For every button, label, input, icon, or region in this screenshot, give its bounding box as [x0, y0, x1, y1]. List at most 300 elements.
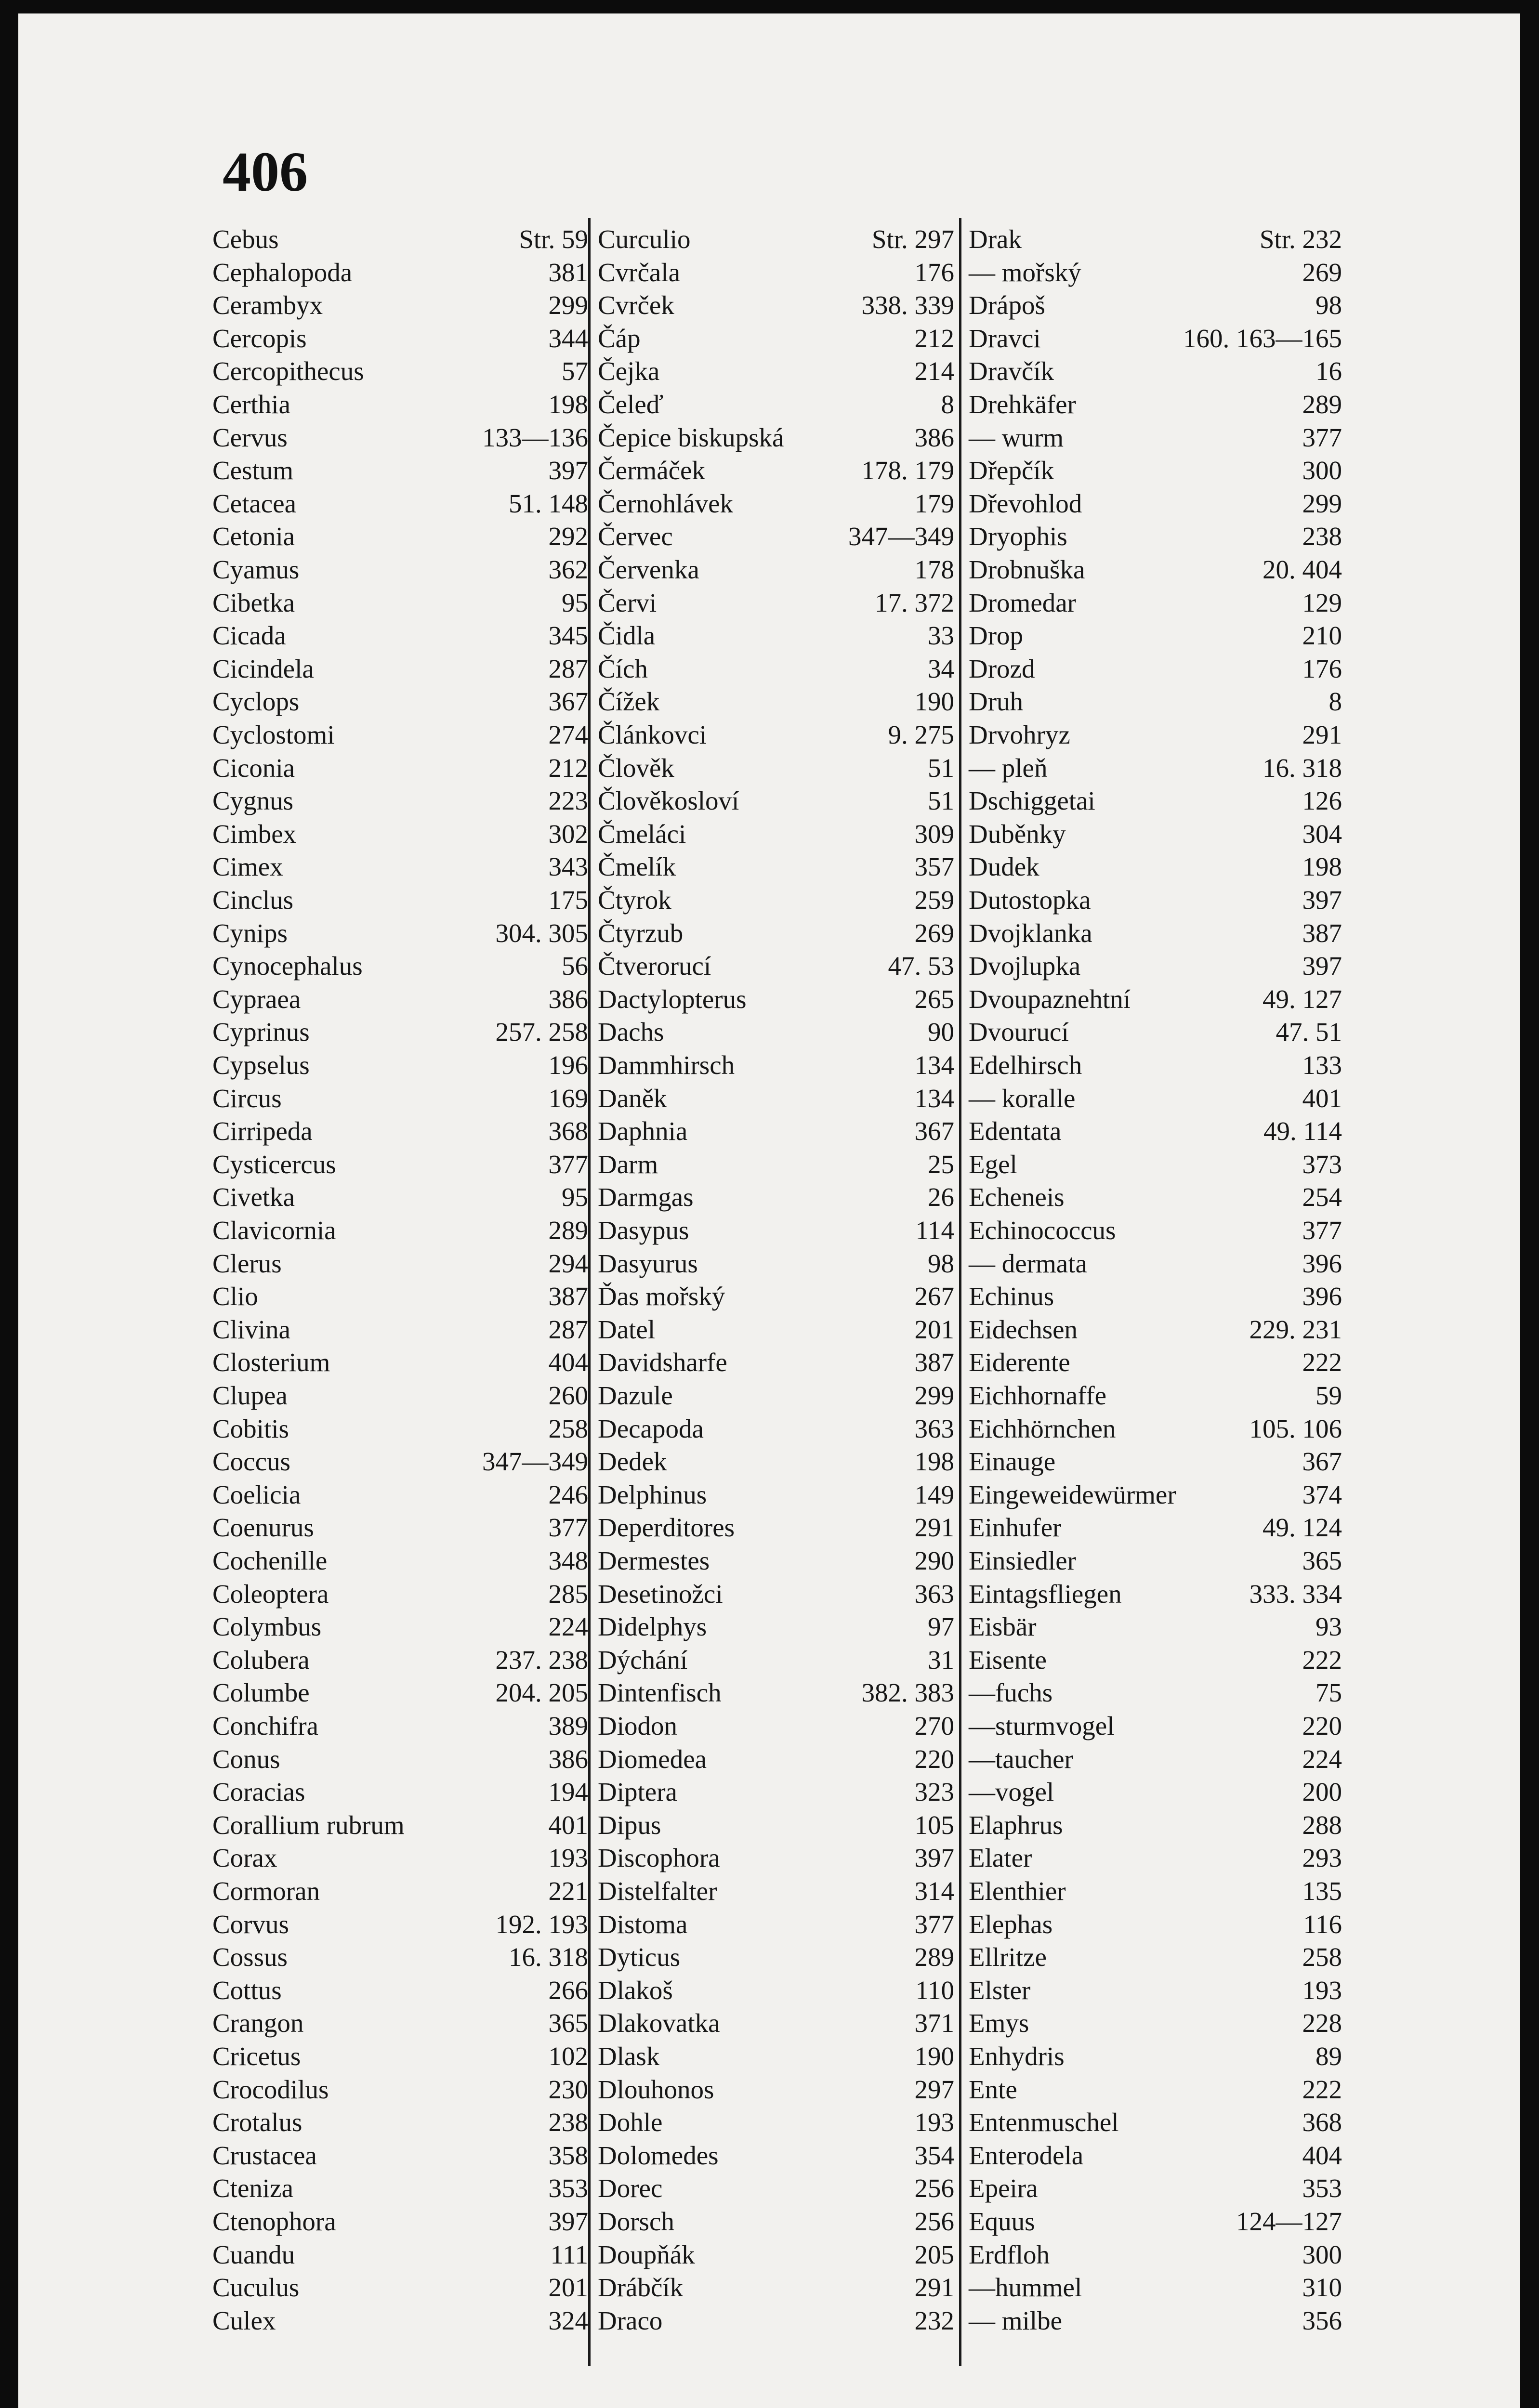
index-entry — [594, 1908, 960, 1941]
page-reference: 205 — [914, 2239, 954, 2269]
page-reference: 246 — [548, 1479, 588, 1509]
index-entry — [209, 818, 594, 851]
page-reference: 290 — [914, 1546, 954, 1575]
index-term: Echinococcus — [969, 1216, 1116, 1245]
page-reference: 201 — [548, 2273, 588, 2303]
index-term: Dactylopterus — [598, 984, 747, 1014]
page-reference: 102 — [548, 2042, 588, 2071]
page-reference: 95 — [562, 1182, 588, 1212]
index-term: Cricetus — [212, 2042, 301, 2071]
index-term: Coelicia — [212, 1479, 301, 1509]
page-reference: 368 — [548, 1116, 588, 1146]
index-term: Elaphrus — [969, 1810, 1063, 1840]
index-entry — [965, 785, 1348, 817]
page-reference: 397 — [548, 456, 588, 485]
index-term: Čeleď — [598, 390, 664, 419]
index-entry — [965, 1941, 1348, 1974]
index-term: Drábčík — [598, 2273, 684, 2303]
index-entry — [209, 289, 594, 322]
page-reference: 362 — [548, 555, 588, 584]
index-term: Cestum — [212, 456, 294, 485]
index-entry — [594, 1148, 960, 1181]
page-reference: 274 — [548, 720, 588, 749]
page-reference: 270 — [914, 1711, 954, 1741]
index-term: Culex — [212, 2305, 276, 2335]
index-entry — [965, 884, 1348, 916]
index-term: Dedek — [598, 1447, 667, 1477]
page-reference: 309 — [914, 819, 954, 849]
index-term: Eichhörnchen — [969, 1413, 1116, 1443]
index-entry — [965, 983, 1348, 1016]
index-term: Dazule — [598, 1381, 673, 1410]
index-entry — [965, 1313, 1348, 1346]
index-entry — [209, 2238, 594, 2271]
index-entry — [594, 388, 960, 421]
index-term: Dvojlupka — [969, 951, 1081, 981]
index-term: Drápoš — [969, 290, 1045, 320]
index-entry — [965, 1511, 1348, 1544]
page-reference: 265 — [914, 984, 954, 1014]
page-reference: 228 — [1302, 2008, 1342, 2038]
index-entry — [965, 950, 1348, 982]
index-entry — [209, 1644, 594, 1676]
index-term: Coracias — [212, 1777, 305, 1807]
page-reference: 198 — [914, 1447, 954, 1477]
index-entry — [594, 520, 960, 553]
index-entry — [209, 487, 594, 520]
index-term: Einhufer — [969, 1513, 1062, 1543]
page-reference: 365 — [548, 2008, 588, 2038]
index-entry — [594, 487, 960, 520]
index-term: Clavicornia — [212, 1216, 336, 1245]
index-entry — [209, 553, 594, 586]
index-term: Dschiggetai — [969, 786, 1095, 816]
page-reference: 221 — [548, 1876, 588, 1906]
page-reference: 358 — [548, 2140, 588, 2170]
index-entry — [209, 520, 594, 553]
index-entry — [594, 2073, 960, 2106]
index-term: Epeira — [969, 2173, 1038, 2203]
page-reference: 230 — [548, 2074, 588, 2104]
page-reference: 386 — [548, 984, 588, 1014]
index-entry — [965, 1049, 1348, 1082]
page-reference: 238 — [1302, 522, 1342, 551]
index-term: Cypselus — [212, 1050, 310, 1080]
page-reference: 256 — [914, 2207, 954, 2236]
page-reference: 297 — [914, 2074, 954, 2104]
page-reference: 222 — [1302, 1645, 1342, 1675]
index-column-1 — [209, 223, 594, 2364]
index-entry — [209, 1941, 594, 1974]
index-entry — [594, 2172, 960, 2205]
index-entry — [594, 1610, 960, 1643]
page-reference: 396 — [1302, 1248, 1342, 1278]
index-term: Čích — [598, 654, 648, 683]
index-entry — [965, 851, 1348, 883]
index-term: Cossus — [212, 1942, 288, 1972]
page-reference: 404 — [548, 1348, 588, 1377]
index-term: Cygnus — [212, 786, 294, 816]
index-entry — [594, 1644, 960, 1676]
index-term: Dvourucí — [969, 1017, 1069, 1047]
index-term: Cvrček — [598, 290, 674, 320]
page-reference: 291 — [914, 2273, 954, 2303]
page-reference: 292 — [548, 522, 588, 551]
index-entry — [594, 2238, 960, 2271]
index-entry — [594, 685, 960, 718]
page-reference: 193 — [914, 2107, 954, 2137]
index-term: Eisbär — [969, 1612, 1037, 1642]
index-term: Člověk — [598, 753, 674, 783]
index-term: Dlask — [598, 2042, 660, 2071]
index-term: Cteniza — [212, 2173, 293, 2203]
page-reference: 34 — [928, 654, 954, 683]
index-entry — [209, 388, 594, 421]
page-reference: 198 — [1302, 852, 1342, 882]
index-term: Dvoupaznehtní — [969, 984, 1131, 1014]
index-entry — [209, 1676, 594, 1709]
index-term: Dravčík — [969, 356, 1054, 386]
index-term: Elenthier — [969, 1876, 1066, 1906]
page-reference: 401 — [548, 1810, 588, 1840]
page-reference: 338. 339 — [861, 290, 954, 320]
page-reference: 25 — [928, 1149, 954, 1179]
index-term: Doupňák — [598, 2239, 695, 2269]
index-term: Cicindela — [212, 654, 314, 683]
index-term: Eichhornaffe — [969, 1381, 1107, 1410]
index-entry — [594, 1214, 960, 1247]
index-term: Cynocephalus — [212, 951, 363, 981]
index-entry — [209, 256, 594, 289]
page-reference: 258 — [548, 1413, 588, 1443]
index-entry — [594, 1247, 960, 1280]
index-entry — [594, 1743, 960, 1776]
page-reference: 371 — [914, 2008, 954, 2038]
index-entry — [594, 256, 960, 289]
index-entry — [965, 619, 1348, 652]
index-entry — [965, 1875, 1348, 1908]
index-term: Conchifra — [212, 1711, 318, 1741]
index-entry — [594, 1941, 960, 1974]
index-entry — [965, 685, 1348, 718]
index-term: Duběnky — [969, 819, 1066, 849]
page-reference: 135 — [1302, 1876, 1342, 1906]
page-reference: 57 — [562, 356, 588, 386]
index-term: Čtverorucí — [598, 951, 711, 981]
index-term: Dorsch — [598, 2207, 674, 2236]
page-reference: 381 — [548, 257, 588, 287]
index-entry — [209, 2172, 594, 2205]
index-entry — [209, 1082, 594, 1115]
index-entry — [965, 917, 1348, 950]
page-reference: 110 — [915, 1975, 954, 2005]
index-entry — [965, 1842, 1348, 1874]
page-reference: 134 — [914, 1083, 954, 1113]
page-reference: 299 — [548, 290, 588, 320]
index-term: Einsiedler — [969, 1546, 1076, 1575]
index-term: — mořský — [969, 257, 1081, 287]
index-entry — [209, 1743, 594, 1776]
index-term: Elater — [969, 1843, 1032, 1873]
page-reference: 47. 53 — [888, 951, 954, 981]
index-entry — [965, 2007, 1348, 2040]
index-term: Colubera — [212, 1645, 310, 1675]
index-entry — [594, 2304, 960, 2337]
index-entry — [965, 2172, 1348, 2205]
page-reference: 299 — [914, 1381, 954, 1410]
index-term: Cervus — [212, 422, 288, 452]
page-reference: 348 — [548, 1546, 588, 1575]
index-term: Čtyrok — [598, 885, 671, 915]
index-term: Daněk — [598, 1083, 667, 1113]
index-term: Ciconia — [212, 753, 295, 783]
index-entry — [594, 1445, 960, 1478]
page-reference: 224 — [1302, 1744, 1342, 1774]
page-reference: 267 — [914, 1282, 954, 1311]
page-reference: 289 — [548, 1216, 588, 1245]
index-entry — [965, 2304, 1348, 2337]
page-reference: 259 — [914, 885, 954, 915]
index-entry — [209, 685, 594, 718]
index-entry — [209, 785, 594, 817]
index-entry — [209, 1049, 594, 1082]
page-reference: 105 — [914, 1810, 954, 1840]
index-entry — [965, 719, 1348, 751]
index-term: Cetonia — [212, 522, 295, 551]
index-term: Daphnia — [598, 1116, 688, 1146]
page-reference: 97 — [928, 1612, 954, 1642]
page-reference: 397 — [1302, 951, 1342, 981]
page-reference: 178. 179 — [861, 456, 954, 485]
index-entry — [594, 421, 960, 454]
index-term: Cicada — [212, 621, 286, 651]
page-reference: 149 — [914, 1479, 954, 1509]
index-entry — [209, 587, 594, 619]
page-reference: 105. 106 — [1249, 1413, 1342, 1443]
index-term: Čmelík — [598, 852, 676, 882]
index-term: Druh — [969, 687, 1024, 717]
page-reference: 356 — [1302, 2305, 1342, 2335]
index-term: Crustacea — [212, 2140, 317, 2170]
index-term: Ellritze — [969, 1942, 1047, 1972]
index-entry — [594, 1544, 960, 1577]
index-term: Dolomedes — [598, 2140, 719, 2170]
page-reference: 304. 305 — [495, 918, 588, 948]
index-term: Drozd — [969, 654, 1035, 683]
index-term: Eidechsen — [969, 1314, 1078, 1344]
page-reference: 16. 318 — [1263, 753, 1342, 783]
index-term: Corallium rubrum — [212, 1810, 405, 1840]
index-entry — [965, 421, 1348, 454]
index-entry — [594, 950, 960, 982]
index-term: Elephas — [969, 1909, 1053, 1939]
page-reference: 302 — [548, 819, 588, 849]
page-reference: 98 — [1315, 290, 1342, 320]
index-entry — [209, 1908, 594, 1941]
index-term: Davidsharfe — [598, 1348, 727, 1377]
page-number: 406 — [223, 140, 308, 203]
index-term: Desetinožci — [598, 1579, 723, 1609]
index-entry — [965, 752, 1348, 785]
page-reference: 178 — [914, 555, 954, 584]
index-term: Člověkosloví — [598, 786, 739, 816]
index-term: Cysticercus — [212, 1149, 336, 1179]
index-term: Distoma — [598, 1909, 688, 1939]
index-term: Cuandu — [212, 2239, 295, 2269]
index-entry — [209, 983, 594, 1016]
index-entry — [965, 587, 1348, 619]
page-reference: 17. 372 — [875, 588, 954, 617]
index-entry — [594, 2139, 960, 2172]
index-entry — [965, 2205, 1348, 2238]
index-term: Dravci — [969, 323, 1041, 353]
index-entry — [965, 1644, 1348, 1676]
index-term: Dintenfisch — [598, 1678, 722, 1708]
index-term: — dermata — [969, 1248, 1087, 1278]
index-entry — [209, 2139, 594, 2172]
index-term: Cebus — [212, 224, 279, 254]
index-term: Datel — [598, 1314, 656, 1344]
index-term: Cinclus — [212, 885, 294, 915]
index-entry — [209, 1776, 594, 1808]
index-entry — [209, 1280, 594, 1313]
index-entry — [209, 653, 594, 685]
index-term: Edentata — [969, 1116, 1062, 1146]
page-reference: 90 — [928, 1017, 954, 1047]
index-entry — [209, 917, 594, 950]
index-term: Corvus — [212, 1909, 289, 1939]
page-reference: 49. 124 — [1263, 1513, 1342, 1543]
index-entry — [965, 1445, 1348, 1478]
index-term: Cephalopoda — [212, 257, 353, 287]
index-term: Cobitis — [212, 1413, 289, 1443]
index-term: Drehkäfer — [969, 390, 1076, 419]
page-reference: 59 — [1315, 1381, 1342, 1410]
index-entry — [594, 2271, 960, 2304]
page-reference: 333. 334 — [1249, 1579, 1342, 1609]
page-reference: Str. 297 — [871, 224, 954, 254]
index-entry — [594, 1313, 960, 1346]
page-reference: 289 — [1302, 390, 1342, 419]
page-reference: 190 — [914, 687, 954, 717]
index-entry — [594, 223, 960, 256]
index-entry — [594, 1115, 960, 1148]
index-entry — [594, 2205, 960, 2238]
index-term: Draco — [598, 2305, 663, 2335]
index-entry — [965, 1346, 1348, 1379]
page-reference: 269 — [1302, 257, 1342, 287]
index-entry — [594, 289, 960, 322]
index-entry — [209, 421, 594, 454]
page-reference: 367 — [914, 1116, 954, 1146]
index-entry — [594, 587, 960, 619]
page-reference: 49. 114 — [1263, 1116, 1342, 1146]
index-entry — [594, 553, 960, 586]
index-term: Čejka — [598, 356, 660, 386]
index-entry — [965, 1710, 1348, 1742]
index-entry — [594, 1346, 960, 1379]
page-reference: 176 — [1302, 654, 1342, 683]
index-entry — [209, 1511, 594, 1544]
page-reference: 51. 148 — [509, 488, 588, 518]
index-entry — [209, 1413, 594, 1445]
index-term: Civetka — [212, 1182, 295, 1212]
index-term: Crocodilus — [212, 2074, 329, 2104]
index-entry — [594, 322, 960, 355]
index-term: Cormoran — [212, 1876, 320, 1906]
index-term: Diodon — [598, 1711, 677, 1741]
page-reference: 33 — [928, 621, 954, 651]
page-reference: 222 — [1302, 2074, 1342, 2104]
index-entry — [209, 1313, 594, 1346]
index-entry — [209, 2271, 594, 2304]
index-term: Enhydris — [969, 2042, 1065, 2071]
index-entry — [209, 2007, 594, 2040]
page-reference: 220 — [914, 1744, 954, 1774]
index-term: Edelhirsch — [969, 1050, 1082, 1080]
page-reference: 201 — [914, 1314, 954, 1344]
page-reference: 367 — [1302, 1447, 1342, 1477]
index-entry — [965, 1148, 1348, 1181]
page-reference: 291 — [914, 1513, 954, 1543]
index-term: — wurm — [969, 422, 1064, 452]
index-term: Elster — [969, 1975, 1031, 2005]
index-entry — [965, 2040, 1348, 2073]
index-term: Dýchání — [598, 1645, 688, 1675]
page-reference: 266 — [548, 1975, 588, 2005]
index-entry — [594, 1181, 960, 1214]
index-entry — [209, 1544, 594, 1577]
index-entry — [965, 289, 1348, 322]
page-reference: 89 — [1315, 2042, 1342, 2071]
index-term: Dyticus — [598, 1942, 681, 1972]
index-term: Červec — [598, 522, 673, 551]
index-term: Echeneis — [969, 1182, 1065, 1212]
index-entry — [965, 1379, 1348, 1412]
index-entry — [594, 1479, 960, 1511]
index-entry — [209, 851, 594, 883]
page-reference: 16 — [1315, 356, 1342, 386]
index-entry — [209, 1016, 594, 1048]
page-reference: 254 — [1302, 1182, 1342, 1212]
page-reference: 193 — [1302, 1975, 1342, 2005]
index-term: Circus — [212, 1083, 282, 1113]
index-term: Čermáček — [598, 456, 705, 485]
index-term: Drop — [969, 621, 1024, 651]
index-entry — [209, 884, 594, 916]
page-reference: 363 — [914, 1413, 954, 1443]
page-reference: 220 — [1302, 1711, 1342, 1741]
page-reference: 387 — [548, 1282, 588, 1311]
index-entry — [209, 1445, 594, 1478]
page-reference: 374 — [1302, 1479, 1342, 1509]
page-reference: 238 — [548, 2107, 588, 2137]
page-reference: 16. 318 — [509, 1942, 588, 1972]
page-reference: 386 — [548, 1744, 588, 1774]
index-entry — [965, 355, 1348, 388]
index-entry — [594, 818, 960, 851]
page-reference: 377 — [1302, 1216, 1342, 1245]
index-term: Diomedea — [598, 1744, 707, 1774]
index-term: Didelphys — [598, 1612, 707, 1642]
index-entry — [965, 653, 1348, 685]
page-reference: 192. 193 — [495, 1909, 588, 1939]
page-reference: 229. 231 — [1249, 1314, 1342, 1344]
index-term: Delphinus — [598, 1479, 707, 1509]
page-reference: 387 — [1302, 918, 1342, 948]
index-term: Cerambyx — [212, 290, 323, 320]
index-term: Cyclostomi — [212, 720, 335, 749]
